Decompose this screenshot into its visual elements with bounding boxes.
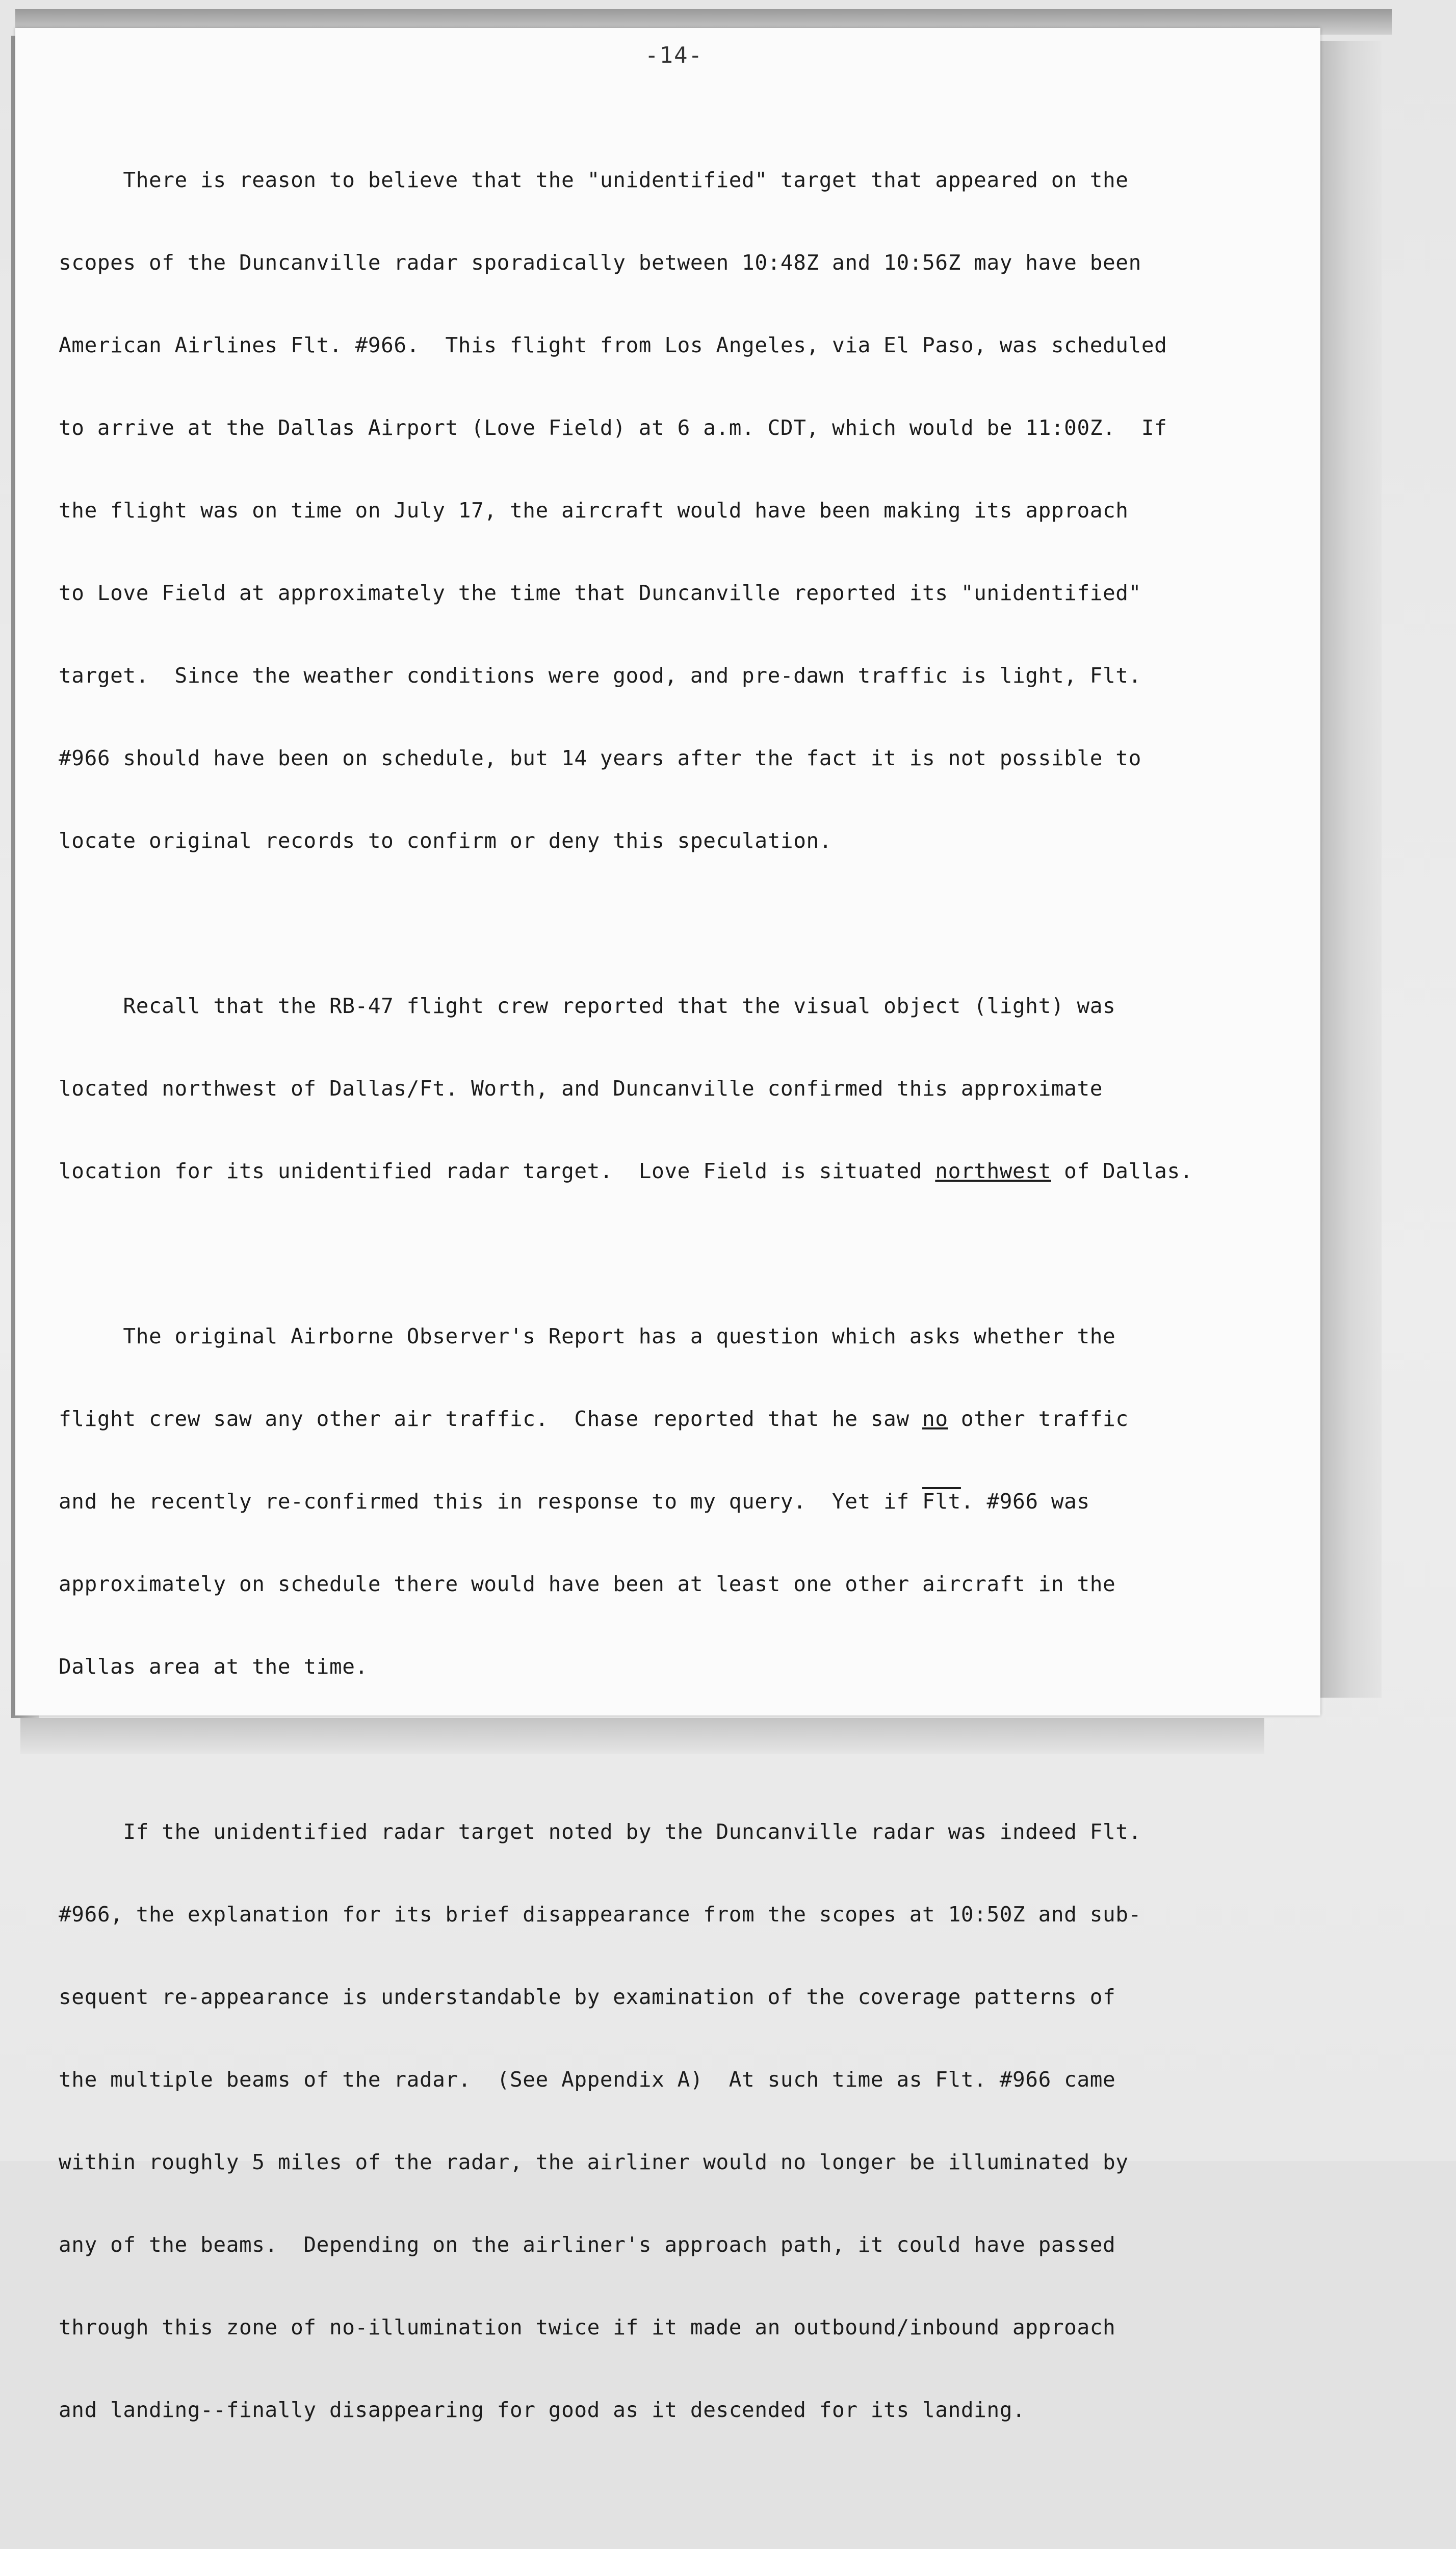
text-line: The original Airborne Observer's Report has a question which asks whether the (59, 1324, 1116, 1348)
text-segment: other traffic (948, 1407, 1129, 1431)
text-line: target. Since the weather conditions were good, and pre-dawn traffic is light, Flt. (59, 663, 1141, 688)
text-line: If the unidentified radar target noted by the Duncanville radar was indeed Flt. (59, 1819, 1141, 1844)
text-line: within roughly 5 miles of the radar, the airliner would no longer be illuminated by (59, 2150, 1129, 2174)
text-line: approximately on schedule there would have been at least one other aircraft in the (59, 1572, 1116, 1596)
text-line: There is reason to believe that the "unidentified" target that appeared on the (59, 168, 1129, 192)
underlined-word: northwest (935, 1159, 1051, 1183)
text-segment: location for its unidentified radar target. Love Field is situated (59, 1159, 935, 1183)
text-line (59, 1488, 1313, 1515)
paragraph-observer-report (59, 1267, 1313, 1735)
text-line (59, 1405, 1313, 1433)
text-line: sequent re-appearance is understandable by examination of the coverage patterns of (59, 1985, 1116, 2009)
text-line: the multiple beams of the radar. (See Appendix A) At such time as Flt. #966 came (59, 2067, 1116, 2092)
text-line: located northwest of Dallas/Ft. Worth, and Duncanville confirmed this approximate (59, 1076, 1103, 1101)
paragraph-landing-lights (59, 2506, 1313, 2549)
text-line: #966 should have been on schedule, but 14 years after the fact it is not possible to (59, 746, 1141, 770)
text-line: and landing--finally disappearing for good as it descended for its landing. (59, 2398, 1026, 2422)
text-line: scopes of the Duncanville radar sporadically between 10:48Z and 10:56Z may have been (59, 250, 1141, 275)
paragraph-love-field-hypothesis (59, 111, 1313, 909)
overlined-word: $\overline{Flt}$ (922, 1489, 961, 1514)
paragraph-radar-disappearance (59, 1763, 1313, 2479)
text-line: Recall that the RB-47 flight crew reported that the visual object (light) was (59, 994, 1116, 1018)
paragraph-visual-object-location (59, 937, 1313, 1240)
text-line: any of the beams. Depending on the airliner's approach path, it could have passed (59, 2232, 1116, 2257)
text-line: Dallas area at the time. (59, 1654, 368, 1679)
document-body (59, 111, 1313, 2549)
text-segment: of Dallas. (1051, 1159, 1193, 1183)
text-line: to Love Field at approximately the time that Duncanville reported its "unidentified" (59, 581, 1141, 605)
text-line (59, 1157, 1313, 1185)
text-line: the flight was on time on July 17, the aircraft would have been making its approach (59, 498, 1129, 523)
text-line: locate original records to confirm or deny this speculation. (59, 828, 833, 853)
text-line: American Airlines Flt. #966. This flight from Los Angeles, via El Paso, was scheduled (59, 333, 1167, 357)
text-segment: . #966 was (960, 1489, 1090, 1514)
text-segment: and he recently re-confirmed this in response to my query. Yet if (59, 1489, 923, 1514)
text-line: through this zone of no-illumination twice if it made an outbound/inbound approach (59, 2315, 1116, 2339)
scan-right-shadow (1320, 41, 1382, 1698)
text-line: #966, the explanation for its brief disappearance from the scopes at 10:50Z and sub- (59, 1902, 1141, 1927)
page-number: -14- (645, 42, 703, 68)
text-line: to arrive at the Dallas Airport (Love Field) at 6 a.m. CDT, which would be 11:00Z. If (59, 415, 1167, 440)
text-segment: flight crew saw any other air traffic. Chase reported that he saw (59, 1407, 923, 1431)
underlined-word: no (922, 1407, 948, 1431)
